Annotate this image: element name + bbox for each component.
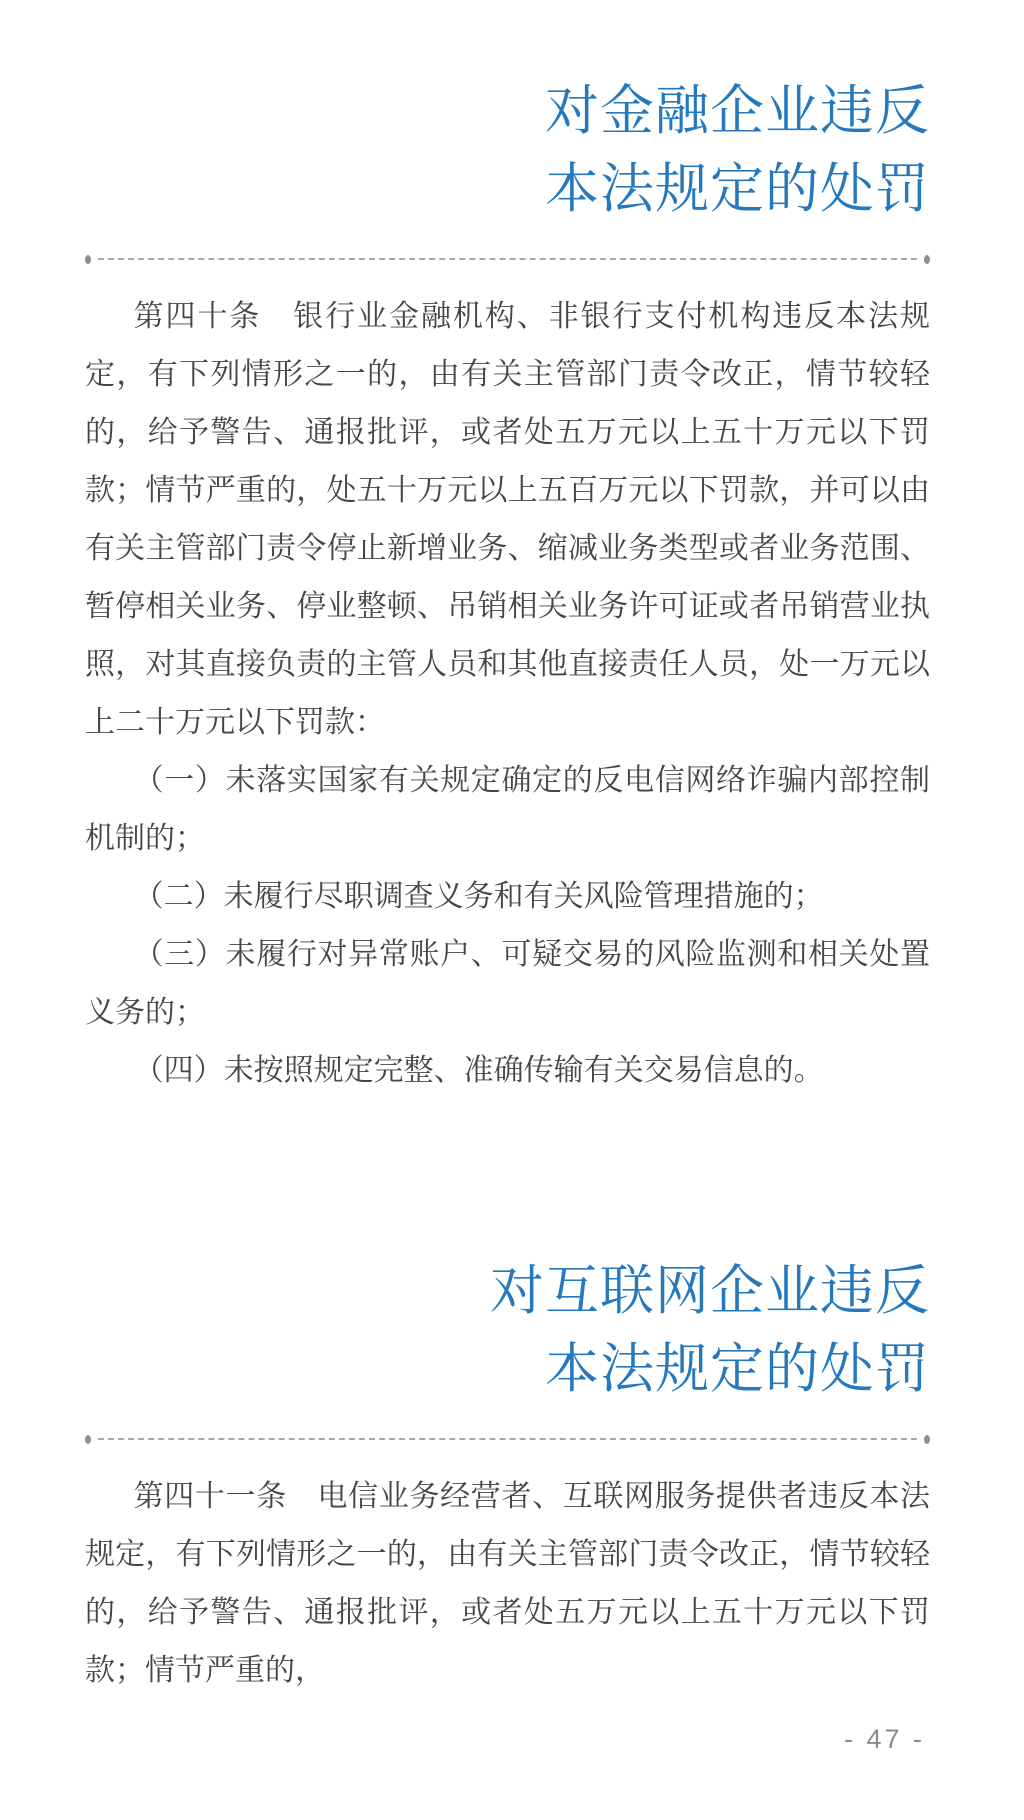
section-title-line: 对金融企业违反 — [545, 81, 930, 141]
article-paragraph: 第四十条 银行业金融机构、非银行支付机构违反本法规定，有下列情形之一的，由有关主管部门责令改正，情节较轻的，给予警告、通报批评，或者处五万元以上五十万元以下罚款；情节严重的，处五十万元以上五百万元以下罚款，并可以由有关主管部门责令停止新增业务、缩减业务类型或者业务范围、暂停相关业务、停业整顿、吊销相关业务许可证或者吊销营业执照，对其直接负责的主管人员和其他直接责任人员，处一万元以上二十万元以下罚款： — [85, 300, 930, 739]
section-divider — [85, 1434, 930, 1444]
article-41-body — [85, 1468, 930, 1700]
list-item-paragraph: （四）未按照规定完整、准确传输有关交易信息的。 — [133, 1054, 824, 1087]
divider-dash-line — [98, 1438, 917, 1440]
list-item-paragraph: （三）未履行对异常账户、可疑交易的风险监测和相关处置义务的； — [85, 938, 930, 1029]
section-title-line: 对互联网企业违反 — [490, 1261, 930, 1321]
list-item-paragraph: （一）未落实国家有关规定确定的反电信网络诈骗内部控制机制的； — [85, 764, 930, 855]
section-title — [85, 1252, 930, 1408]
divider-dot-right-icon — [924, 255, 930, 264]
divider-dot-left-icon — [85, 255, 91, 264]
page-number: - 47 - — [843, 1724, 925, 1754]
article-40-body — [85, 288, 930, 1100]
section-title — [85, 72, 930, 228]
section-internet-enterprises — [85, 1252, 930, 1700]
divider-dot-right-icon — [924, 1435, 930, 1444]
article-paragraph: 第四十一条 电信业务经营者、互联网服务提供者违反本法规定，有下列情形之一的，由有关主管部门责令改正，情节较轻的，给予警告、通报批评，或者处五万元以上五十万元以下罚款；情节严重的， — [85, 1480, 930, 1687]
section-divider — [85, 254, 930, 264]
list-item-paragraph: （二）未履行尽职调查义务和有关风险管理措施的； — [133, 880, 824, 913]
section-title-line: 本法规定的处罚 — [545, 1339, 930, 1399]
section-title-line: 本法规定的处罚 — [545, 159, 930, 219]
divider-dot-left-icon — [85, 1435, 91, 1444]
divider-dash-line — [98, 258, 917, 260]
document-page — [0, 72, 1024, 1820]
page-content — [0, 72, 1024, 1700]
section-financial-enterprises — [85, 72, 930, 1100]
